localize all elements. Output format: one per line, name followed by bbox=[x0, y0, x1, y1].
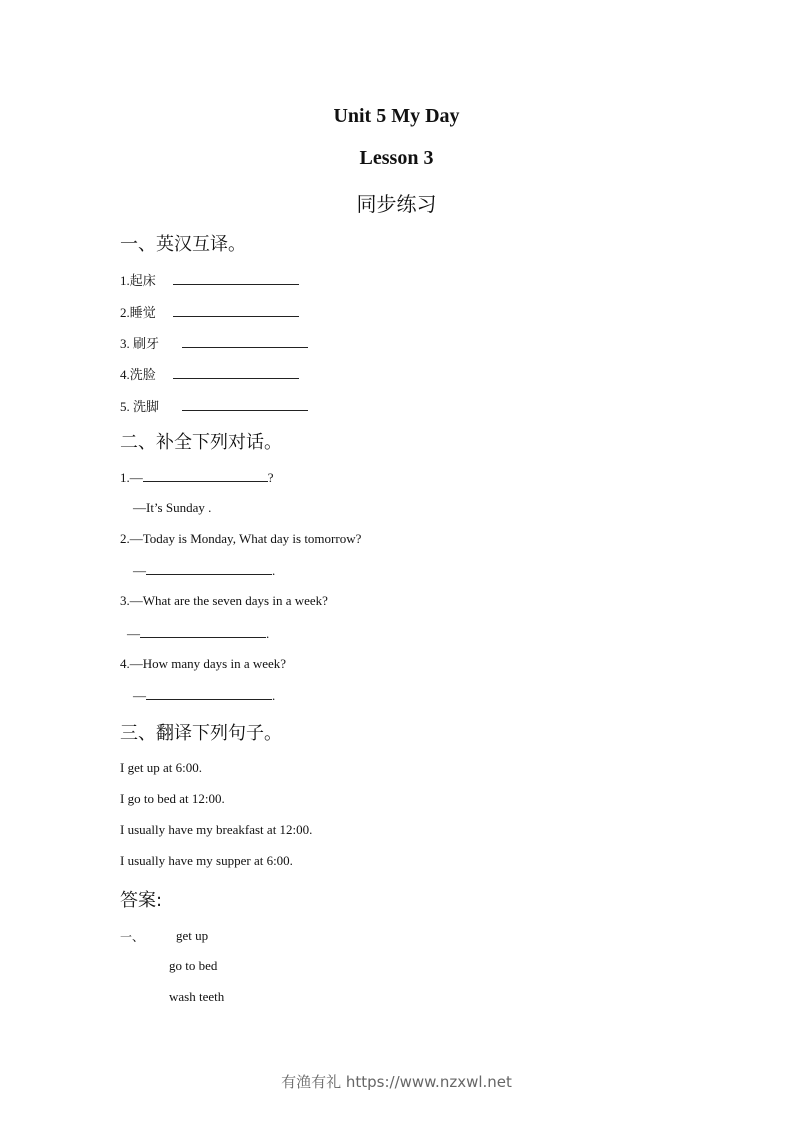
dialogue-question: 2.—Today is Monday, What day is tomorrow? bbox=[120, 531, 362, 546]
page-title: Unit 5 My Day bbox=[333, 105, 460, 127]
section1-item bbox=[120, 270, 299, 289]
translation-sentence: I usually have my breakfast at 12:00. bbox=[120, 822, 313, 837]
translation-sentence: I go to bed at 12:00. bbox=[120, 791, 225, 806]
dialogue-answer: — . bbox=[127, 626, 270, 641]
item-label: 4.洗脸 bbox=[120, 367, 156, 382]
item-label: 5. 洗脚 bbox=[120, 399, 160, 414]
answer-item: get up bbox=[176, 928, 209, 943]
answer-blank[interactable] bbox=[182, 398, 308, 411]
dialogue-question: 4.—How many days in a week? bbox=[120, 656, 287, 671]
dialogue-answer: —It’s Sunday . bbox=[133, 500, 212, 515]
dialogue-question: 3.—What are the seven days in a week? bbox=[120, 593, 328, 608]
section1-item bbox=[120, 396, 308, 415]
answer-blank[interactable] bbox=[173, 272, 299, 285]
answer-blank[interactable] bbox=[146, 562, 272, 575]
dialogue-answer: — . bbox=[133, 563, 276, 578]
dialogue-question: 1.— ? bbox=[120, 470, 274, 485]
item-label: 2.睡觉 bbox=[120, 305, 156, 320]
answer-blank[interactable] bbox=[146, 687, 272, 700]
item-label: 3. 刷牙 bbox=[120, 336, 160, 351]
item-label: 1.起床 bbox=[120, 273, 156, 288]
answers-heading: 答案: bbox=[120, 890, 163, 911]
section1-item bbox=[120, 364, 299, 383]
dialogue-answer: — . bbox=[133, 688, 276, 703]
translation-sentence: I get up at 6:00. bbox=[120, 760, 202, 775]
section2-heading: 二、补全下列对话。 bbox=[120, 432, 282, 453]
answer-blank[interactable] bbox=[182, 335, 308, 348]
section1-heading: 一、英汉互译。 bbox=[120, 234, 246, 255]
page-subtitle: 同步练习 bbox=[356, 192, 437, 216]
section1-item bbox=[120, 333, 308, 352]
answer-blank[interactable] bbox=[143, 469, 268, 482]
footer-watermark: 有渔有礼 https://www.nzxwl.net bbox=[281, 1073, 512, 1091]
section3-heading: 三、翻译下列句子。 bbox=[120, 723, 282, 744]
answers-section1-label: 一、 bbox=[120, 930, 145, 944]
answer-item: go to bed bbox=[169, 958, 218, 973]
translation-sentence: I usually have my supper at 6:00. bbox=[120, 853, 293, 868]
answer-item: wash teeth bbox=[169, 989, 225, 1004]
lesson-title: Lesson 3 bbox=[359, 147, 434, 169]
answer-blank[interactable] bbox=[173, 366, 299, 379]
answer-blank[interactable] bbox=[140, 625, 266, 638]
section1-item bbox=[120, 302, 299, 321]
answer-blank[interactable] bbox=[173, 304, 299, 317]
